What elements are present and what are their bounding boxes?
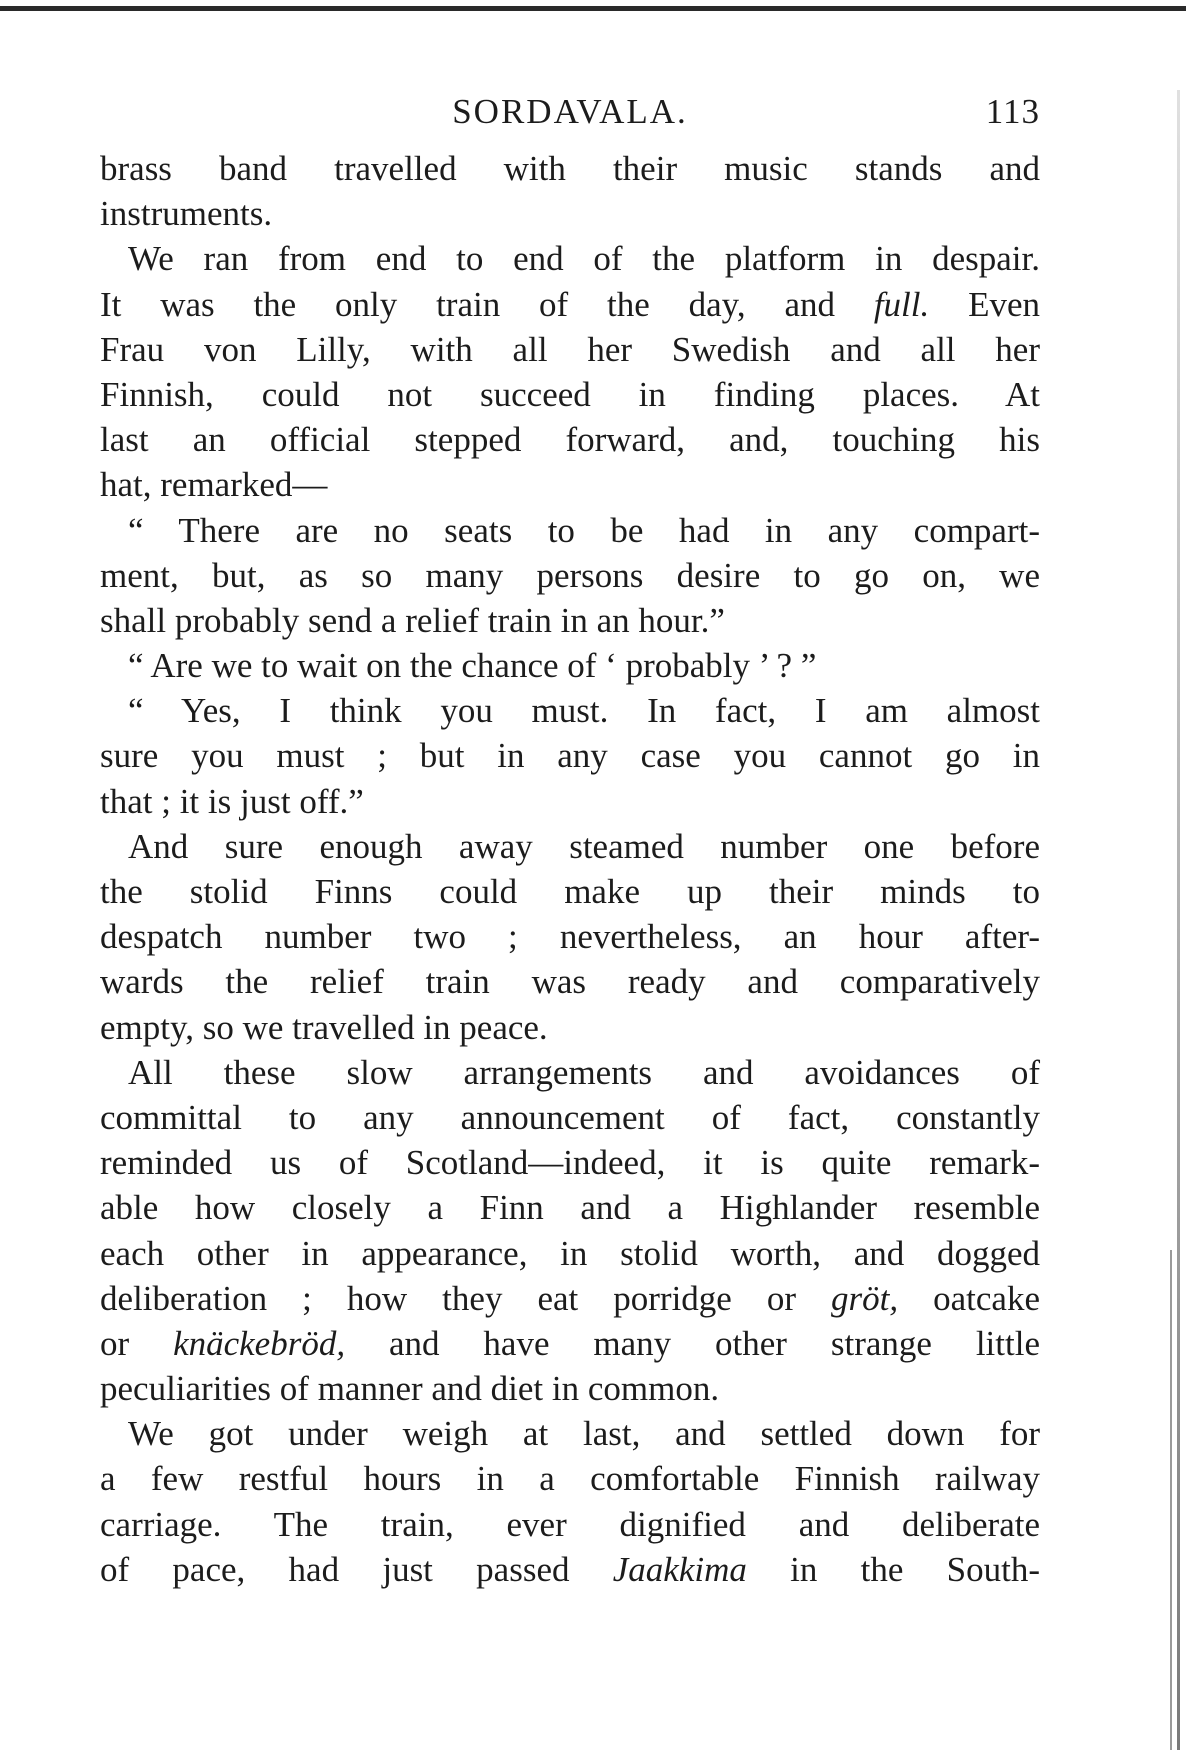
text-line: Frau von Lilly, with all her Swedish and all her: [100, 329, 1040, 369]
text-segment: in the South-: [746, 1549, 1040, 1589]
text-line: Finnish, could not succeed in finding places. At: [100, 374, 1040, 414]
italic-text: Jaakkima: [612, 1549, 747, 1589]
text-segment: Even: [929, 284, 1040, 324]
text-line: committal to any announcement of fact, constantly: [100, 1097, 1040, 1137]
page-number: 113: [985, 92, 1040, 131]
text-line: sure you must ; but in any case you cannot go in: [100, 736, 1040, 776]
text-line: [100, 1547, 1040, 1592]
text-line: shall probably send a relief train in an hour.”: [100, 600, 725, 640]
text-line: the stolid Finns could make up their minds to: [100, 872, 1040, 911]
text-segment: deliberation ; how they eat porridge or: [100, 1278, 832, 1318]
text-segment: or: [100, 1323, 174, 1363]
text-line: hat, remarked—: [100, 465, 328, 505]
text-line: And sure enough away steamed number one before: [128, 826, 1040, 866]
text-line: carriage. The train, ever dignified and deliberate: [100, 1504, 1040, 1544]
running-header: [100, 92, 1040, 142]
text-line: reminded us of Scotland—indeed, it is quite remark-: [100, 1143, 1040, 1183]
text-line: instruments.: [100, 194, 273, 234]
italic-text: full.: [873, 284, 930, 324]
text-line: “ Are we to wait on the chance of ‘ probably ’ ? ”: [128, 646, 817, 686]
italic-text: knäckebröd,: [173, 1323, 346, 1363]
scan-right-edge-shadow: [1170, 1250, 1172, 1750]
text-line: “ There are no seats to be had in any compart-: [128, 510, 1040, 550]
text-line: that ; it is just off.”: [100, 781, 364, 821]
scan-top-edge: [0, 6, 1186, 11]
text-line: ment, but, as so many persons desire to go on, we: [100, 555, 1040, 595]
text-line: able how closely a Finn and a Highlander resemble: [100, 1188, 1040, 1228]
body-text: [100, 146, 1040, 1592]
text-line: We got under weigh at last, and settled down for: [128, 1414, 1040, 1454]
text-line: last an official stepped forward, and, touching his: [100, 420, 1040, 460]
text-line: [100, 1321, 1040, 1366]
text-line: [100, 1276, 1040, 1321]
text-segment: It was the only train of the day, and: [100, 284, 874, 324]
text-line: brass band travelled with their music stands and: [100, 149, 1040, 188]
scan-right-edge: [1177, 90, 1180, 1750]
text-segment: of pace, had just passed: [100, 1549, 613, 1589]
italic-text: gröt,: [831, 1278, 899, 1318]
text-line: each other in appearance, in stolid worth, and dogged: [100, 1233, 1040, 1273]
running-title: SORDAVALA.: [452, 92, 688, 131]
text-line: All these slow arrangements and avoidances of: [128, 1052, 1040, 1092]
text-line: a few restful hours in a comfortable Finnish railway: [100, 1459, 1040, 1499]
text-line: [100, 282, 1040, 327]
text-line: “ Yes, I think you must. In fact, I am almost: [128, 691, 1040, 731]
text-line: We ran from end to end of the platform in despair.: [128, 239, 1040, 279]
text-segment: and have many other strange little: [345, 1323, 1040, 1363]
text-line: despatch number two ; nevertheless, an hour after-: [100, 917, 1040, 957]
text-line: peculiarities of manner and diet in common.: [100, 1369, 720, 1409]
text-line: wards the relief train was ready and comparatively: [100, 962, 1040, 1002]
text-segment: oatcake: [898, 1278, 1040, 1318]
text-line: empty, so we travelled in peace.: [100, 1007, 548, 1047]
